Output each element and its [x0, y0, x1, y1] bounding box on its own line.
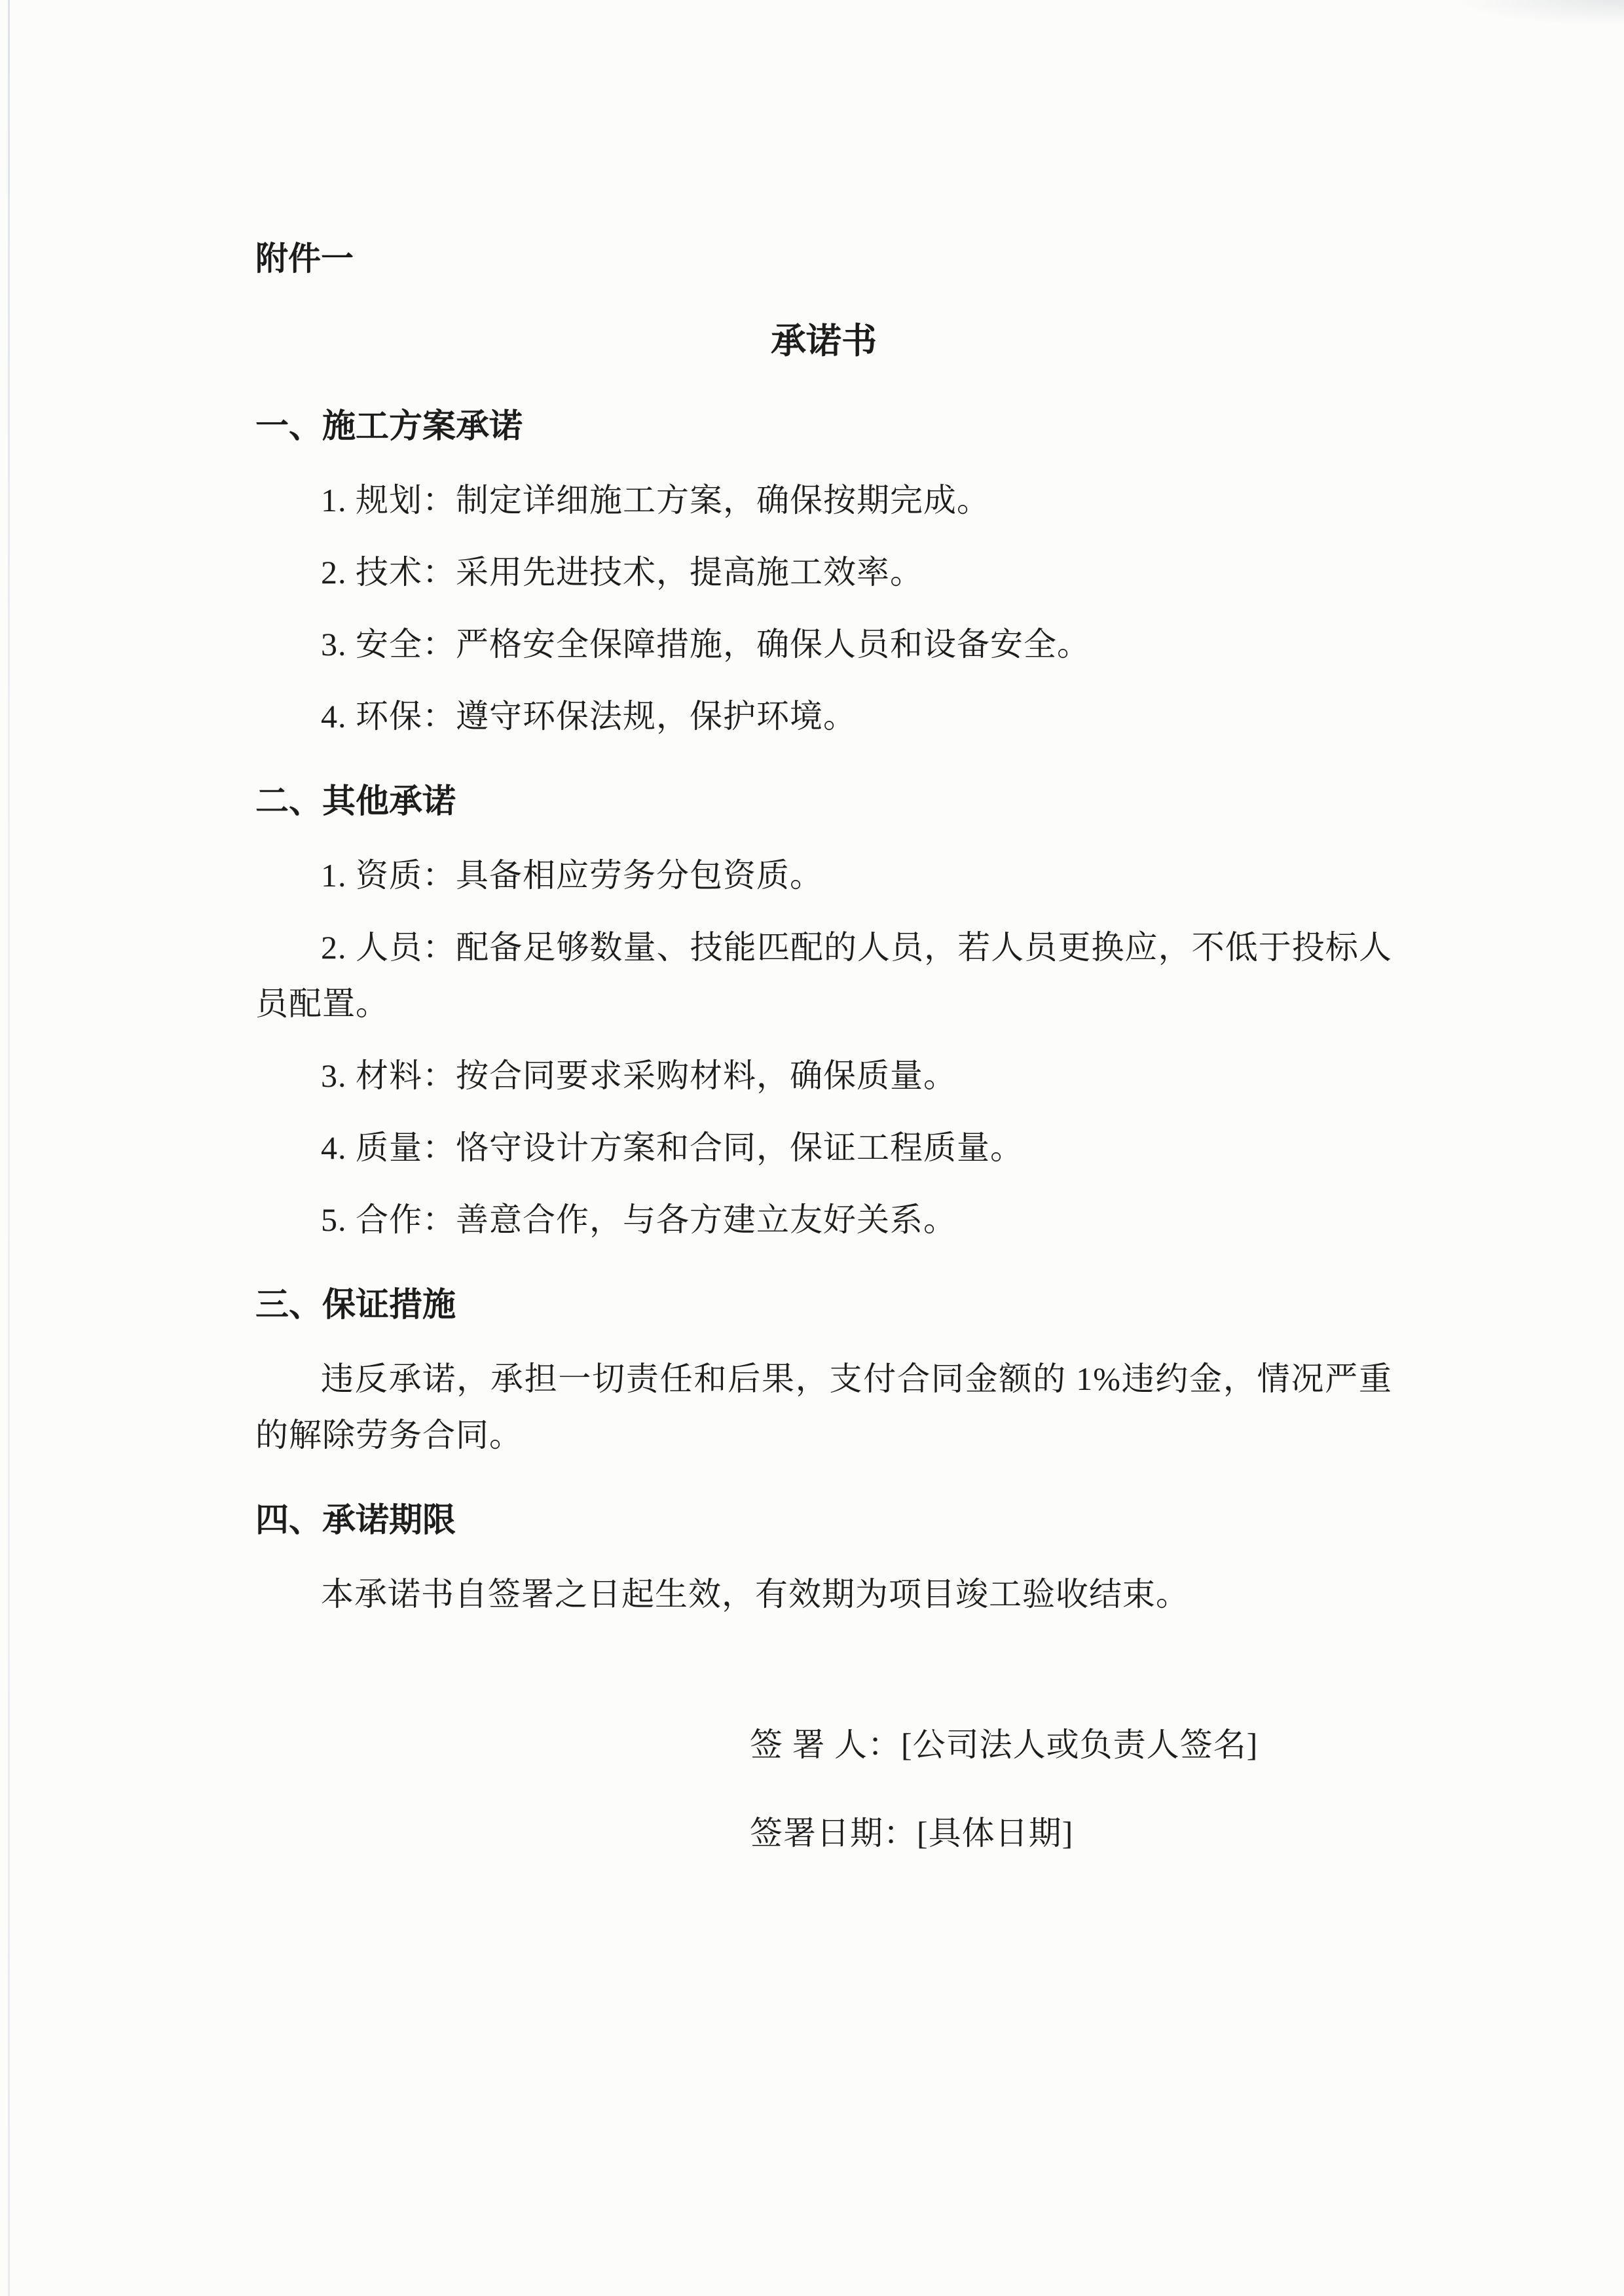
list-item: 3. 安全：严格安全保障措施，确保人员和设备安全。: [321, 626, 1090, 663]
attachment-label: 附件一: [255, 240, 354, 277]
list-item: 2. 人员：配备足够数量、技能匹配的人员，若人员更换应，不低于投标人员配置。: [255, 929, 1392, 1022]
list-item: 1. 资质：具备相应劳务分包资质。: [321, 857, 823, 894]
document-title: 承诺书: [771, 321, 877, 361]
signature-block: [255, 1717, 1392, 1861]
section-heading-commitment-period: 四、承诺期限: [255, 1503, 456, 1539]
scan-smudge-artifact: [1454, 0, 1624, 26]
list-item: 4. 环保：遵守环保法规，保护环境。: [321, 698, 857, 735]
section-heading-guarantee-measures: 三、保证措施: [255, 1287, 456, 1324]
section-heading-construction-plan: 一、施工方案承诺: [255, 409, 523, 445]
list-item: 5. 合作：善意合作，与各方建立友好关系。: [321, 1201, 957, 1238]
list-item: 2. 技术：采用先进技术，提高施工效率。: [321, 554, 923, 591]
list-item: 1. 规划：制定详细施工方案，确保按期完成。: [321, 482, 990, 519]
section-heading-other-commitments: 二、其他承诺: [255, 784, 456, 820]
list-item: 4. 质量：恪守设计方案和合同，保证工程质量。: [321, 1129, 1024, 1166]
paragraph-guarantee-measures: 违反承诺，承担一切责任和后果，支付合同金额的 1%违约金，情况严重的解除劳务合同。: [255, 1360, 1392, 1453]
signer-line: 签 署 人：[公司法人或负责人签名]: [750, 1726, 1259, 1763]
scan-edge-artifact: [8, 0, 10, 2296]
sign-date-line: 签署日期：[具体日期]: [750, 1815, 1074, 1851]
list-item: 3. 材料：按合同要求采购材料，确保质量。: [321, 1057, 957, 1094]
paragraph-commitment-period: 本承诺书自签署之日起生效，有效期为项目竣工验收结束。: [321, 1576, 1189, 1613]
